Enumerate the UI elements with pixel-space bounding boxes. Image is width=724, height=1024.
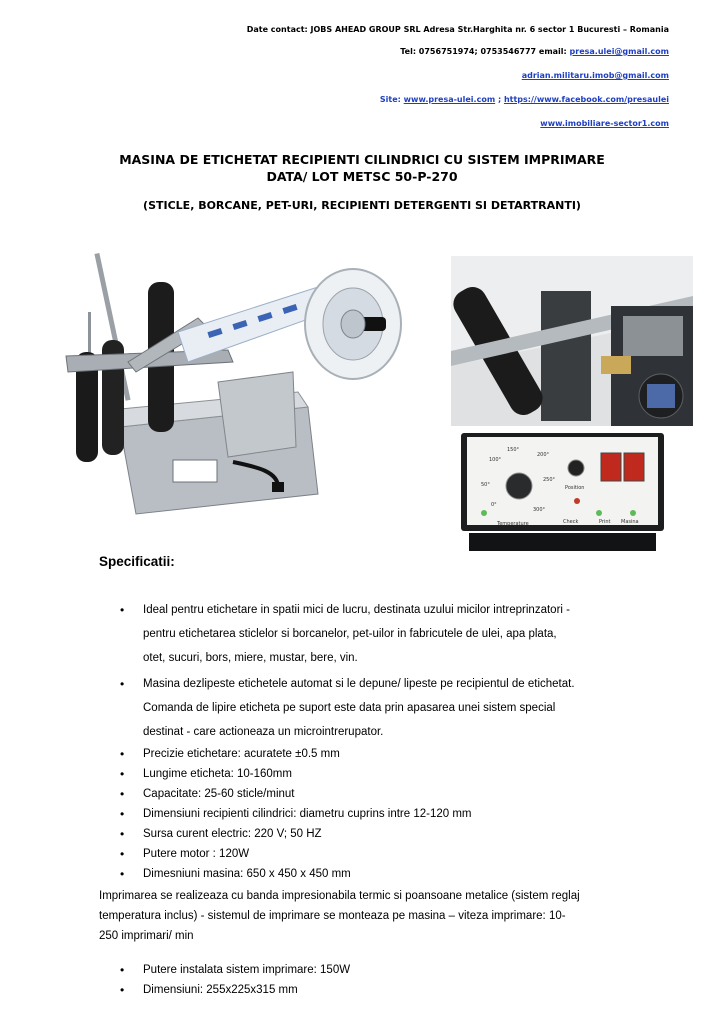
temp-tick-0: 0° <box>491 502 497 508</box>
temp-tick-250: 250° <box>543 477 556 483</box>
print-label: Print <box>599 519 611 525</box>
temp-tick-150: 150° <box>507 447 520 453</box>
specs-heading: Specificatii: <box>99 554 175 569</box>
specs-list-1 <box>120 598 640 744</box>
paragraph-line-3: 250 imprimari/ min <box>99 930 194 942</box>
site-link-1[interactable]: www.presa-ulei.com <box>403 95 496 104</box>
phone-label: Tel: 0756751974; 0753546777 email: <box>400 47 570 56</box>
paragraph-line-2: temperatura inclus) - sistemul de imprimare se monteaza pe masina – viteza imprimare: 10- <box>99 910 566 922</box>
bullet-2-line-3: destinat - care actioneaza un microintrerupator. <box>143 726 384 738</box>
header-sites <box>380 95 669 104</box>
list-item: • Dimesniuni masina: 650 x 450 x 450 mm <box>120 864 640 884</box>
list-item: • Dimensiuni: 255x225x315 mm <box>120 980 640 1000</box>
list-item: • Lungime eticheta: 10-160mm <box>120 764 640 784</box>
header-address <box>247 25 669 34</box>
page-subtitle: (STICLE, BORCANE, PET-URI, RECIPIENTI DETERGENTI SI DETARTRANTI) <box>143 199 581 212</box>
bullet-1-line-2: pentru etichetarea sticlelor si borcanelor, pet-uilor in fabricutele de ulei, apa plata, <box>143 628 557 640</box>
temperature-label: Temperature <box>497 521 529 527</box>
list-item <box>120 598 640 670</box>
site-separator: ; <box>495 95 504 104</box>
printing-paragraph <box>99 886 619 946</box>
specs-list-2 <box>120 744 640 884</box>
position-label: Position <box>565 485 585 491</box>
list-item: • Dimensiuni recipienti cilindrici: diametru cuprins intre 12-120 mm <box>120 804 640 824</box>
control-panel-photo <box>459 431 666 556</box>
header-address-text: Date contact: JOBS AHEAD GROUP SRL Adresa Str.Harghita nr. 6 sector 1 Bucuresti – Romania <box>246 25 669 34</box>
printer-detail-photo <box>451 256 693 426</box>
paragraph-line-1: Imprimarea se realizeaza cu banda impresionabila termic si poansoane metalice (sistem reglaj <box>99 890 580 902</box>
bullet-2-line-1: • Masina dezlipeste etichetele automat si le depune/ lipeste pe recipientul de etichetat. <box>143 678 575 690</box>
bullet-1-line-1: • Ideal pentru etichetare in spatii mici de lucru, destinata uzului micilor intreprinzatori - <box>143 604 570 616</box>
title-line-1: MASINA DE ETICHETAT RECIPIENTI CILINDRICI CU SISTEM IMPRIMARE <box>119 152 605 167</box>
site-link-2[interactable]: https://www.facebook.com/presaulei <box>503 95 669 104</box>
list-item: • Capacitate: 25-60 sticle/minut <box>120 784 640 804</box>
list-item <box>120 672 640 744</box>
list-item: • Precizie etichetare: acuratete ±0.5 mm <box>120 744 640 764</box>
email-link-1[interactable]: presa.ulei@gmail.com <box>569 47 669 56</box>
labeling-machine-photo <box>28 232 420 524</box>
header-site3 <box>540 119 669 128</box>
header-email2 <box>522 71 669 80</box>
temp-tick-300: 300° <box>533 507 546 513</box>
masina-label: Masina <box>621 519 639 525</box>
list-item: • Putere instalata sistem imprimare: 150W <box>120 960 640 980</box>
title-line-2: DATA/ LOT METSC 50-P-270 <box>266 169 458 184</box>
header-contact <box>400 47 669 56</box>
site-link-3[interactable]: www.imobiliare-sector1.com <box>540 119 669 128</box>
bullet-2-line-2: Comanda de lipire eticheta pe suport este data prin apasarea unei sistem special <box>143 702 556 714</box>
temp-tick-200: 200° <box>537 452 550 458</box>
site-label: Site: <box>379 95 404 104</box>
temp-tick-100: 100° <box>489 457 502 463</box>
list-item: • Sursa curent electric: 220 V; 50 HZ <box>120 824 640 844</box>
email-link-2[interactable]: adrian.militaru.imob@gmail.com <box>521 71 669 80</box>
specs-list-3 <box>120 960 640 1000</box>
list-item: • Putere motor : 120W <box>120 844 640 864</box>
page-title <box>60 151 664 185</box>
check-label: Check <box>563 519 579 525</box>
bullet-1-line-3: otet, sucuri, bors, miere, mustar, bere, vin. <box>143 652 358 664</box>
temp-tick-50: 50° <box>481 482 490 488</box>
